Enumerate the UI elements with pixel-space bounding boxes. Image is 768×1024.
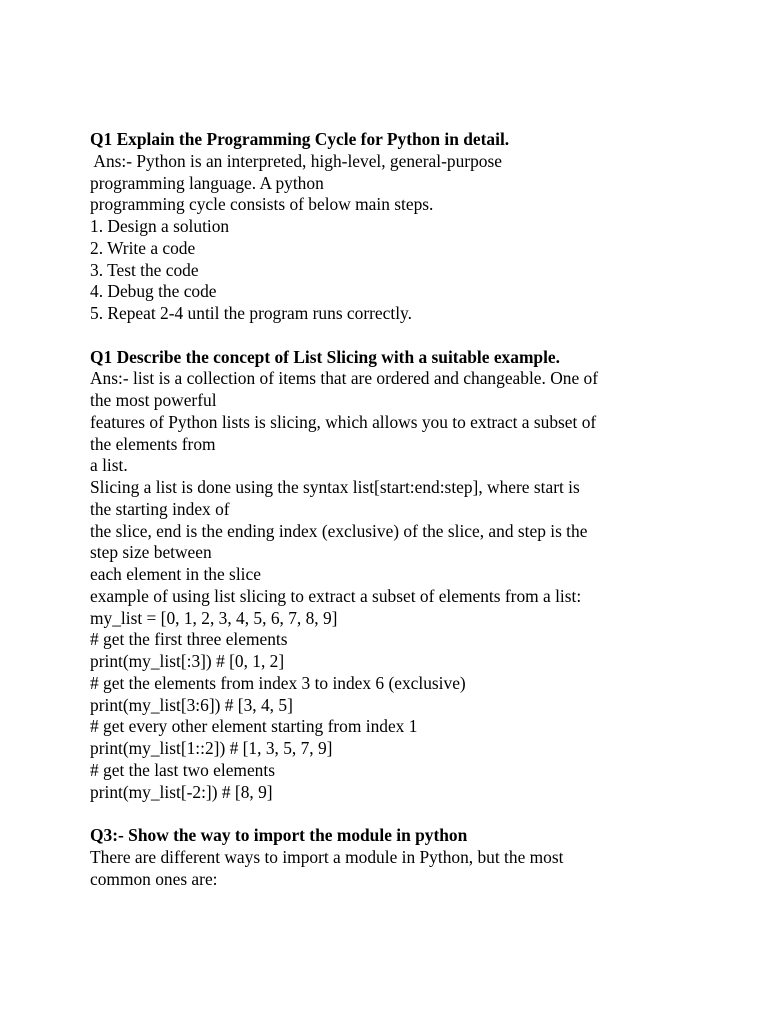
section-import-module [90, 825, 710, 890]
code-comment-line: # get the first three elements [90, 629, 288, 650]
answer-line: programming language. A python [90, 172, 324, 193]
answer-line: Ans:- list is a collection of items that are ordered and changeable. One of [90, 368, 599, 389]
question-heading: Q3:- Show the way to import the module in python [90, 825, 468, 845]
answer-line: There are different ways to import a module in Python, but the most [90, 846, 564, 867]
answer-line: step size between [90, 542, 212, 563]
answer-line: Slicing a list is done using the syntax list[start:end:step], where start is [90, 477, 580, 497]
code-comment-line: # get the last two elements [90, 759, 275, 780]
section-programming-cycle [90, 129, 710, 325]
code-comment-line: # get the elements from index 3 to index 6 (exclusive) [90, 672, 466, 693]
paragraph-gap [90, 803, 710, 825]
code-line: my_list = [0, 1, 2, 3, 4, 5, 6, 7, 8, 9] [90, 607, 338, 628]
answer-line: the most powerful [90, 390, 217, 410]
list-item: 2. Write a code [90, 237, 196, 258]
answer-line: example of using list slicing to extract a subset of elements from a list: [90, 585, 582, 606]
question-heading: Q1 Describe the concept of List Slicing with a suitable example. [90, 346, 560, 367]
paragraph-gap [90, 325, 710, 347]
list-item: 1. Design a solution [90, 216, 230, 236]
answer-line: the starting index of [90, 498, 230, 519]
code-line: print(my_list[3:6]) # [3, 4, 5] [90, 694, 293, 715]
list-item: 5. Repeat 2-4 until the program runs correctly. [90, 303, 412, 323]
code-line: print(my_list[-2:]) # [8, 9] [90, 781, 273, 802]
list-item: 4. Debug the code [90, 281, 217, 302]
answer-line: programming cycle consists of below main steps. [90, 194, 434, 215]
code-comment-line: # get every other element starting from index 1 [90, 716, 418, 737]
code-line: print(my_list[:3]) # [0, 1, 2] [90, 651, 285, 671]
answer-line: a list. [90, 455, 128, 476]
answer-line: the elements from [90, 433, 216, 454]
section-list-slicing [90, 347, 710, 804]
answer-line: each element in the slice [90, 564, 261, 584]
answer-line: Ans:- Python is an interpreted, high-level, general-purpose [90, 150, 502, 171]
answer-line: the slice, end is the ending index (exclusive) of the slice, and step is the [90, 520, 588, 541]
code-line: print(my_list[1::2]) # [1, 3, 5, 7, 9] [90, 738, 333, 758]
answer-line: common ones are: [90, 868, 218, 889]
document-page [90, 129, 710, 890]
answer-line: features of Python lists is slicing, which allows you to extract a subset of [90, 411, 597, 432]
question-heading: Q1 Explain the Programming Cycle for Python in detail. [90, 129, 510, 149]
list-item: 3. Test the code [90, 259, 199, 280]
